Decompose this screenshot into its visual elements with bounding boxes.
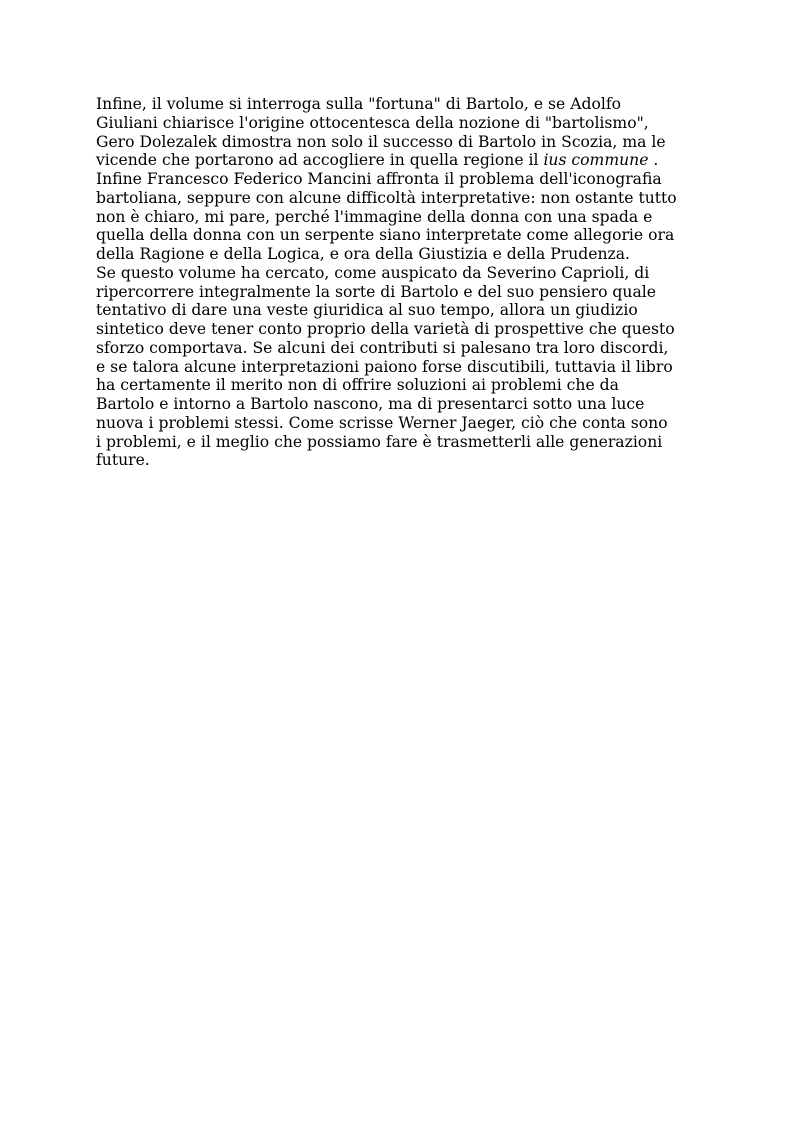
text-line: e se talora alcune interpretazioni paiono forse discutibili, tuttavia il libro	[96, 357, 673, 376]
text-line-with-italic	[96, 151, 716, 170]
text-line: nuova i problemi stessi. Come scrisse Werner Jaeger, ciò che conta sono	[96, 413, 668, 432]
text-segment: .	[648, 151, 659, 170]
text-line: ha certamente il merito non di offrire soluzioni ai problemi che da	[96, 376, 619, 395]
text-line: Giuliani chiarisce l'origine ottocentesca della nozione di "bartolismo",	[96, 113, 649, 132]
italic-term: ius commune	[543, 151, 649, 170]
text-line: bartoliana, seppure con alcune difficoltà interpretative: non ostante tutto	[96, 188, 677, 207]
text-line: quella della donna con un serpente siano interpretate come allegorie ora	[96, 226, 675, 245]
document-page	[96, 95, 716, 470]
text-line: Infine, il volume si interroga sulla "fortuna" di Bartolo, e se Adolfo	[96, 95, 621, 113]
text-segment: vicende che portarono ad accogliere in quella regione il	[96, 151, 544, 170]
text-line: ripercorrere integralmente la sorte di Bartolo e del suo pensiero quale	[96, 282, 656, 301]
text-line: Infine Francesco Federico Mancini affronta il problema dell'iconografia	[96, 170, 662, 188]
body-paragraph	[96, 95, 716, 470]
text-line: future.	[96, 451, 150, 470]
text-line: Se questo volume ha cercato, come auspicato da Severino Caprioli, di	[96, 263, 650, 282]
text-line: sintetico deve tener conto proprio della varietà di prospettive che questo	[96, 320, 675, 338]
text-line: tentativo di dare una veste giuridica al suo tempo, allora un giudizio	[96, 301, 638, 320]
text-line: della Ragione e della Logica, e ora della Giustizia e della Prudenza.	[96, 245, 630, 263]
text-line: i problemi, e il meglio che possiamo fare è trasmetterli alle generazioni	[96, 432, 663, 451]
text-line: Gero Dolezalek dimostra non solo il successo di Bartolo in Scozia, ma le	[96, 132, 666, 151]
text-line: sforzo comportava. Se alcuni dei contributi si palesano tra loro discordi,	[96, 338, 669, 357]
text-line: Bartolo e intorno a Bartolo nascono, ma di presentarci sotto una luce	[96, 395, 645, 413]
text-line: non è chiaro, mi pare, perché l'immagine della donna con una spada e	[96, 207, 653, 226]
